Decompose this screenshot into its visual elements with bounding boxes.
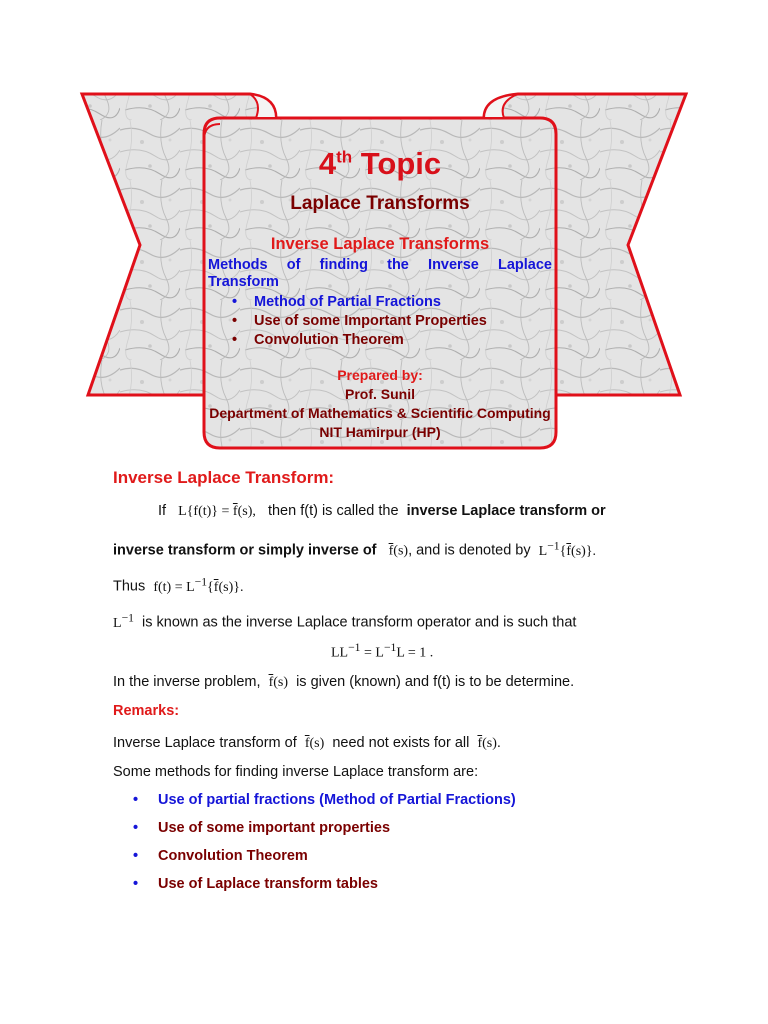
methods-intro-line1: Methods of finding the Inverse Laplace <box>208 257 552 273</box>
remarks-heading: Remarks: <box>113 703 180 719</box>
topic-title <box>205 146 555 182</box>
department: Department of Mathematics & Scientific Computing <box>209 405 551 421</box>
methods-line: Some methods for finding inverse Laplace transform are: <box>113 764 479 780</box>
inverse-problem-line: In the inverse problem, $\overline{f}(s)$ is given (known) and f(t) is to be determine. <box>113 674 575 690</box>
body-heading: Inverse Laplace Transform: <box>113 468 335 487</box>
banner-bullet-3: • Convolution Theorem <box>232 332 404 348</box>
methods-intro-line2: Transform <box>208 274 279 290</box>
list-item-2: • Use of some important properties <box>133 820 391 836</box>
definition-line-2: inverse transform or simply inverse of $\overline{f}(s)$, and is denoted by $L^{-1}\{\overline{f}(s)\}$. <box>113 539 597 559</box>
identity-equation: $LL^{-1} = L^{-1}L = 1$ . <box>331 641 434 661</box>
author-name: Prof. Sunil <box>345 386 415 402</box>
topic-number: 4 <box>318 146 337 181</box>
list-item-3: • Convolution Theorem <box>133 848 308 864</box>
subject-title: Laplace Transforms <box>290 193 470 214</box>
definition-line-1: If $L\{f(t)\} = \overline{f}(s)$, then f(t) is called the inverse Laplace transform or <box>158 503 606 519</box>
list-item-4: • Use of Laplace transform tables <box>133 876 378 892</box>
operator-line: $L^{-1}$ is known as the inverse Laplace transform operator and is such that <box>113 611 577 631</box>
topic-superscript: th <box>336 147 353 167</box>
thus-line: Thus $f(t) = L^{-1}\{\overline{f}(s)\}$. <box>113 575 244 595</box>
prepared-by-label: Prepared by: <box>337 367 423 383</box>
remark-line-1: Inverse Laplace transform of $\overline{f}(s)$ need not exists for all $\overline{f}(s)$. <box>113 735 501 751</box>
banner-bullet-1: • Method of Partial Fractions <box>232 294 441 310</box>
topic-word: Topic <box>360 146 442 181</box>
list-item-1: • Use of partial fractions (Method of Partial Fractions) <box>133 792 516 808</box>
section-title: Inverse Laplace Transforms <box>270 235 490 253</box>
institute: NIT Hamirpur (HP) <box>319 424 441 440</box>
banner-bullet-2: • Use of some Important Properties <box>232 313 487 329</box>
